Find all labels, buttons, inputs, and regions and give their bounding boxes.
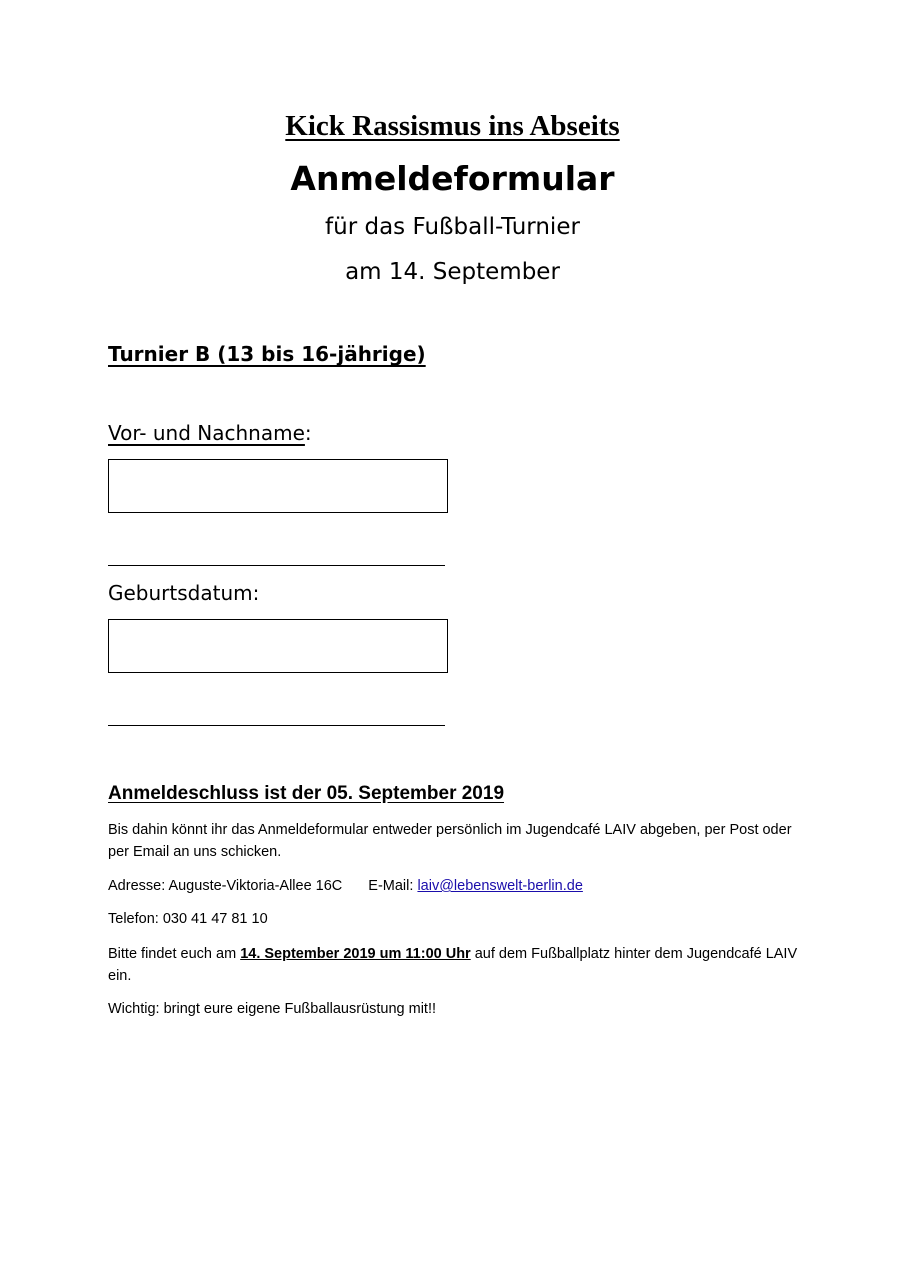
contact-line xyxy=(108,876,808,898)
page-title: Anmeldeformular xyxy=(290,159,615,198)
meeting-datetime: 14. September 2019 um 11:00 Uhr xyxy=(240,946,471,962)
name-signature-line xyxy=(108,565,445,566)
meeting-prefix: Bitte findet euch am xyxy=(108,946,241,962)
tournament-heading: Turnier B (13 bis 16-jährige) xyxy=(108,342,426,366)
name-field-label-colon: : xyxy=(304,421,312,445)
name-field-label-text: Vor- und Nachname xyxy=(108,421,305,445)
birthdate-signature-line xyxy=(108,725,445,726)
email-label: E-Mail: xyxy=(368,878,418,894)
important-note: Wichtig: bringt eure eigene Fußballausrüstung mit!! xyxy=(108,1001,437,1017)
birthdate-field-label: Geburtsdatum: xyxy=(108,581,260,605)
phone-line: Telefon: 030 41 47 81 10 xyxy=(108,911,268,927)
name-input[interactable] xyxy=(108,459,448,513)
address-text: Adresse: Auguste-Viktoria-Allee 16C xyxy=(108,878,343,894)
birthdate-input[interactable] xyxy=(108,619,448,673)
name-field-label xyxy=(108,418,312,448)
meeting-paragraph xyxy=(108,944,808,987)
subtitle-line-2: am 14. September xyxy=(345,259,560,285)
subtitle-line-1: für das Fußball-Turnier xyxy=(325,214,580,240)
meeting-suffix: auf dem Fußballplatz hinter dem Jugendcafé LAIV ein. xyxy=(108,946,798,984)
event-kicker-text: Kick Rassismus ins Abseits xyxy=(285,110,620,142)
email-link[interactable]: laiv@lebenswelt-berlin.de xyxy=(417,878,583,894)
event-kicker xyxy=(0,106,905,146)
submission-info-paragraph: Bis dahin könnt ihr das Anmeldeformular entweder persönlich im Jugendcafé LAIV abgeben, per Post oder per Email an uns schicken. xyxy=(108,822,792,860)
deadline-heading: Anmeldeschluss ist der 05. September 2019 xyxy=(108,783,505,804)
